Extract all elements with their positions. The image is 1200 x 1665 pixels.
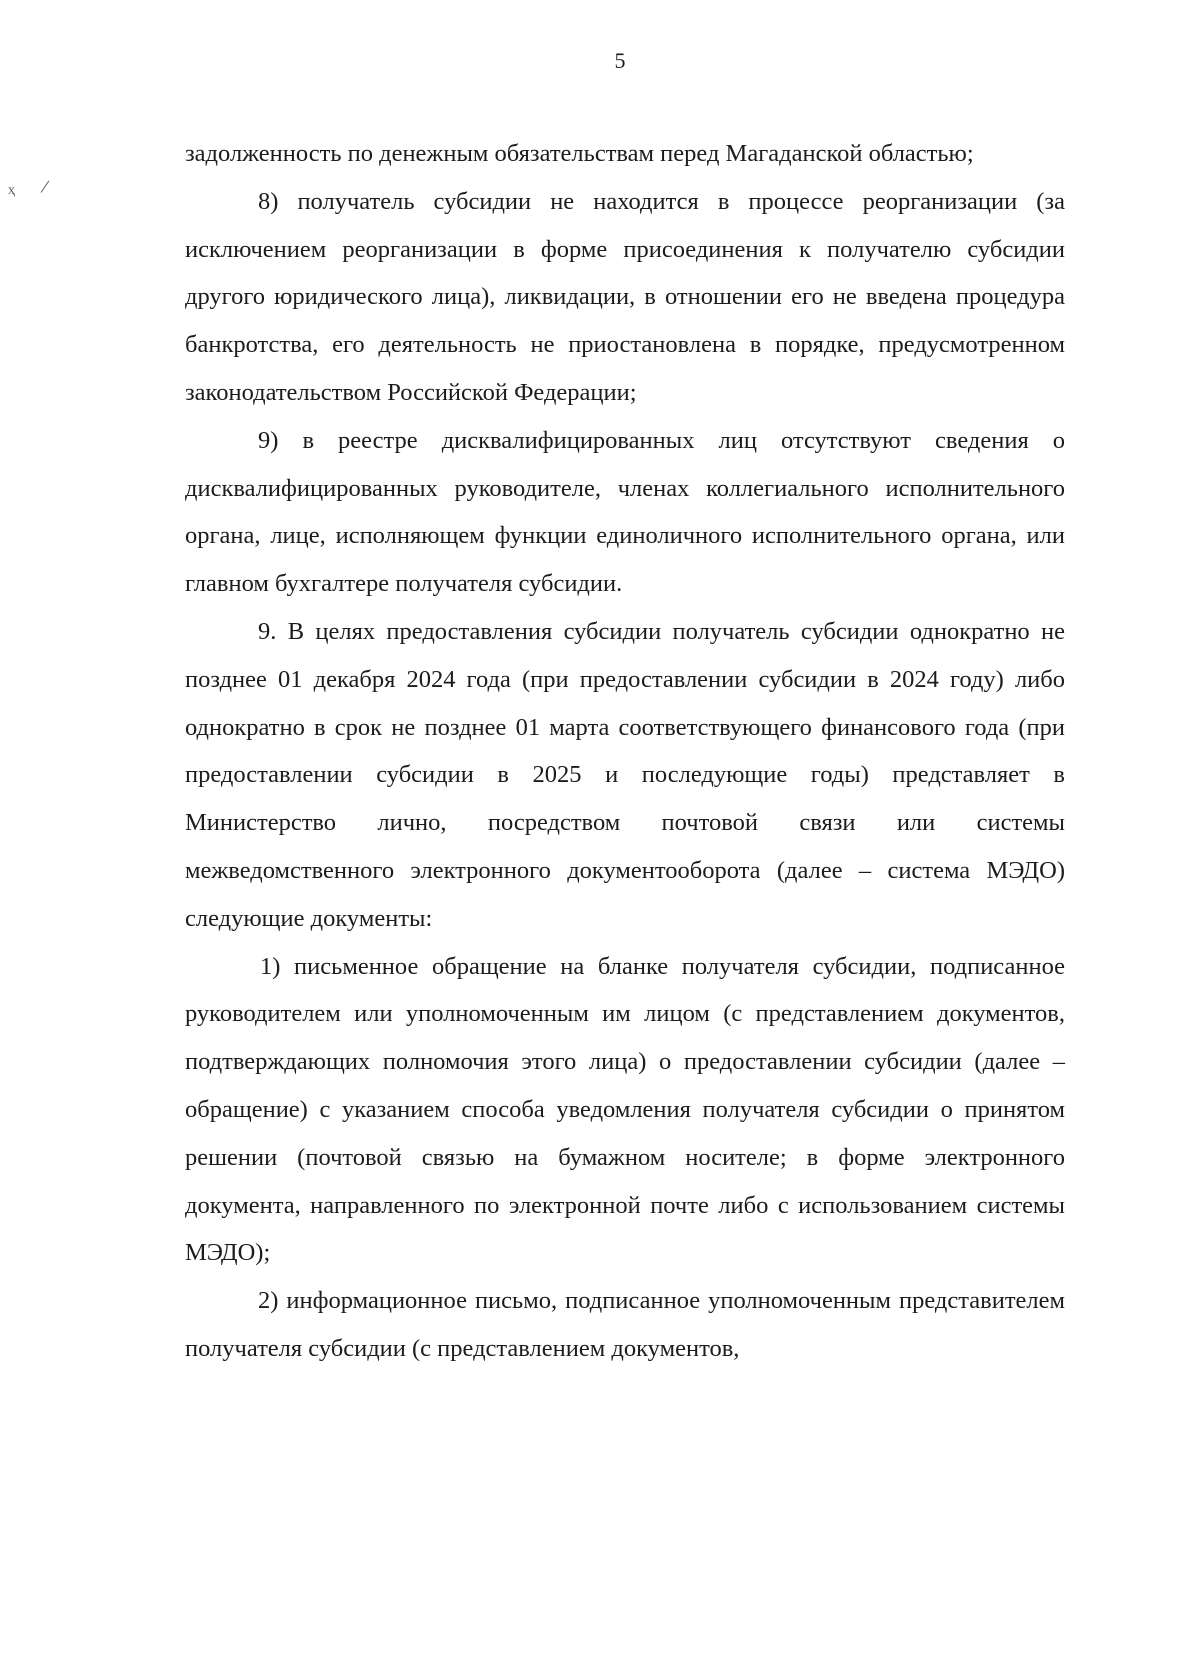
paragraph-clause-9: 9. В целях предоставления субсидии получатель субсидии однократно не позднее 01 декабря 2024 года (при предоставлении субсидии в 2024 году) либо однократно в срок не позднее 01 марта соответствующего финансового года (при предоставлении субсидии в 2025 и последующие годы) представляет в Министерство лично, посредством почтовой связи или системы межведомственного электронного документооборота (далее – система МЭДО) следующие документы: <box>185 617 1065 932</box>
page-number: 5 <box>614 48 626 73</box>
paragraph-continuation: задолженность по денежным обязательствам перед Магаданской областью; <box>185 140 974 167</box>
scan-artifact-mark: ҳ <box>8 183 15 198</box>
paragraph-item-8: 8) получатель субсидии не находится в процессе реорганизации (за исключением реорганизации в форме присоединения к получателю субсидии другого юридического лица), ликвидации, в отношении его не введена процедура банкротства, его деятельность не приостановлена в порядке, предусмотренном законодательством Российской Федерации; <box>185 187 1065 406</box>
document-body <box>185 130 1065 1373</box>
scan-artifact-mark: / <box>39 175 51 199</box>
paragraph-item-9: 9) в реестре дисквалифицированных лиц отсутствуют сведения о дисквалифицированных руководителе, членах коллегиального исполнительного органа, лице, исполняющем функции единоличного исполнительного органа, или главном бухгалтере получателя субсидии. <box>185 426 1065 598</box>
paragraph-subitem-2: 2) информационное письмо, подписанное уполномоченным представителем получателя субсидии (с представлением документов, <box>185 1287 1065 1362</box>
paragraph-subitem-1: 1) письменное обращение на бланке получателя субсидии, подписанное руководителем или уполномоченным им лицом (с представлением документов, подтверждающих полномочия этого лица) о предоставлении субсидии (далее – обращение) с указанием способа уведомления получателя субсидии о принятом решении (почтовой связью на бумажном носителе; в форме электронного документа, направленного по электронной почте либо с использованием системы МЭДО); <box>185 952 1065 1267</box>
